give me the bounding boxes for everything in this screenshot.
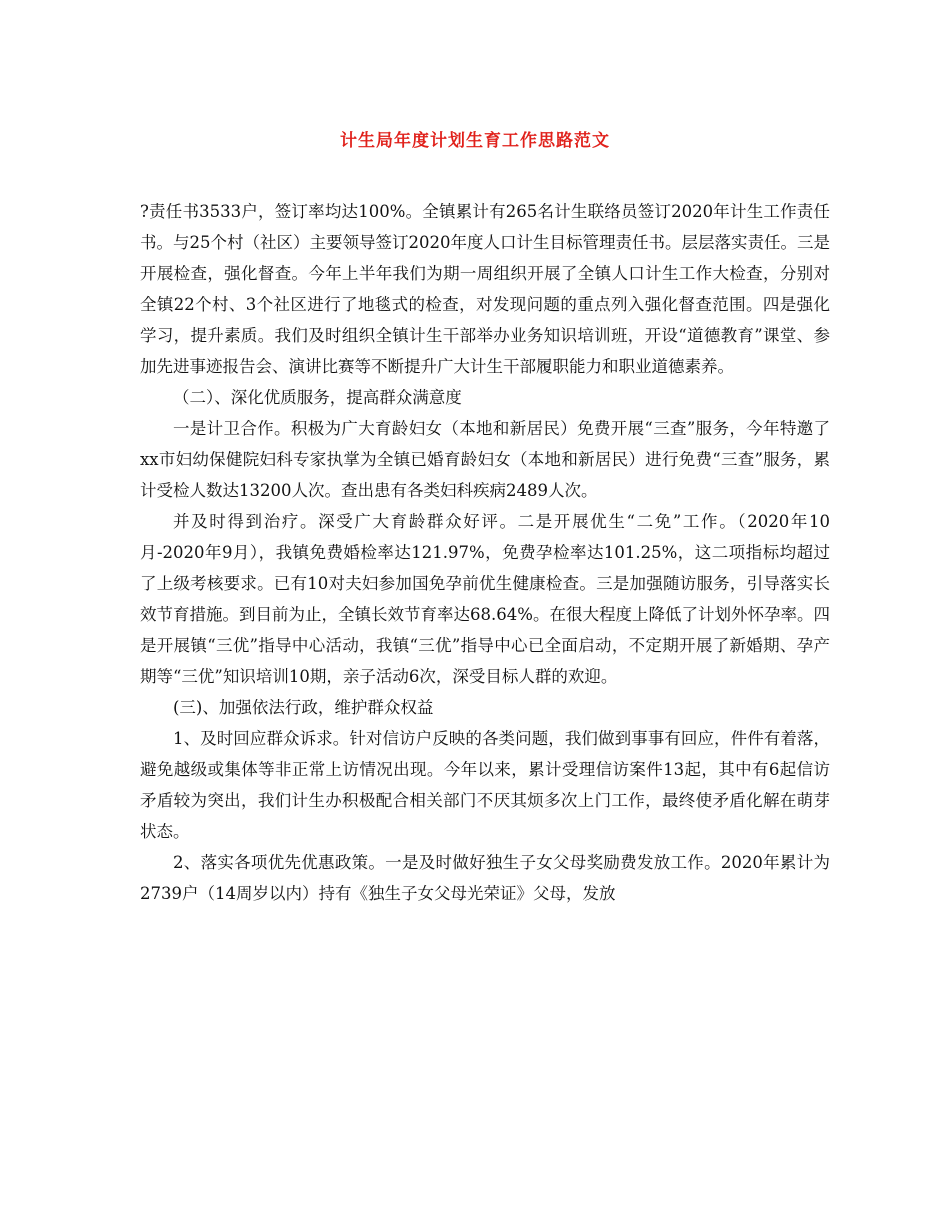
paragraph-3: 一是计卫合作。积极为广大育龄妇女（本地和新居民）免费开展“三查”服务，今年特邀了xx市妇幼保健院妇科专家执掌为全镇已婚育龄妇女（本地和新居民）进行免费“三查”服务，累计受检人数达13200人次。查出患有各类妇科疾病2489人次。	[140, 419, 830, 500]
paragraph-6: 1、及时回应群众诉求。针对信访户反映的各类问题，我们做到事事有回应，件件有着落，避免越级或集体等非正常上访情况出现。今年以来，累计受理信访案件13起，其中有6起信访矛盾较为突出，我们计生办积极配合相关部门不厌其烦多次上门工作，最终使矛盾化解在萌芽状态。	[140, 729, 830, 841]
paragraph-4: 并及时得到治疗。深受广大育龄群众好评。二是开展优生“二免”工作。（2020年10月-2020年9月），我镇免费婚检率达121.97%，免费孕检率达101.25%，这二项指标均超过了上级考核要求。已有10对夫妇参加国免孕前优生健康检查。三是加强随访服务，引导落实长效节育措施。到目前为止，全镇长效节育率达68.64%。在很大程度上降低了计划外怀孕率。四是开展镇“三优”指导中心活动，我镇“三优”指导中心已全面启动，不定期开展了新婚期、孕产期等“三优”知识培训10期，亲子活动6次，深受目标人群的欢迎。	[140, 512, 830, 686]
document-body	[140, 196, 830, 909]
paragraph-7: 2、落实各项优先优惠政策。一是及时做好独生子女父母奖励费发放工作。2020年累计为2739户（14周岁以内）持有《独生子女父母光荣证》父母，发放	[140, 853, 830, 903]
document-title: 计生局年度计划生育工作思路范文	[340, 131, 610, 151]
section-heading-3: (三)、加强依法行政，维护群众权益	[173, 698, 434, 717]
paragraph-1: ?责任书3533户，签订率均达100%。全镇累计有265名计生联络员签订2020年计生工作责任书。与25个村（社区）主要领导签订2020年度人口计生目标管理责任书。层层落实责任。三是开展检查，强化督查。今年上半年我们为期一周组织开展了全镇人口计生工作大检查，分别对全镇22个村、3个社区进行了地毯式的检查，对发现问题的重点列入强化督查范围。四是强化学习，提升素质。我们及时组织全镇计生干部举办业务知识培训班，开设“道德教育”课堂、参加先进事迹报告会、演讲比赛等不断提升广大计生干部履职能力和职业道德素养。	[140, 202, 830, 376]
section-heading-2: （二）、深化优质服务，提高群众满意度	[173, 388, 462, 407]
